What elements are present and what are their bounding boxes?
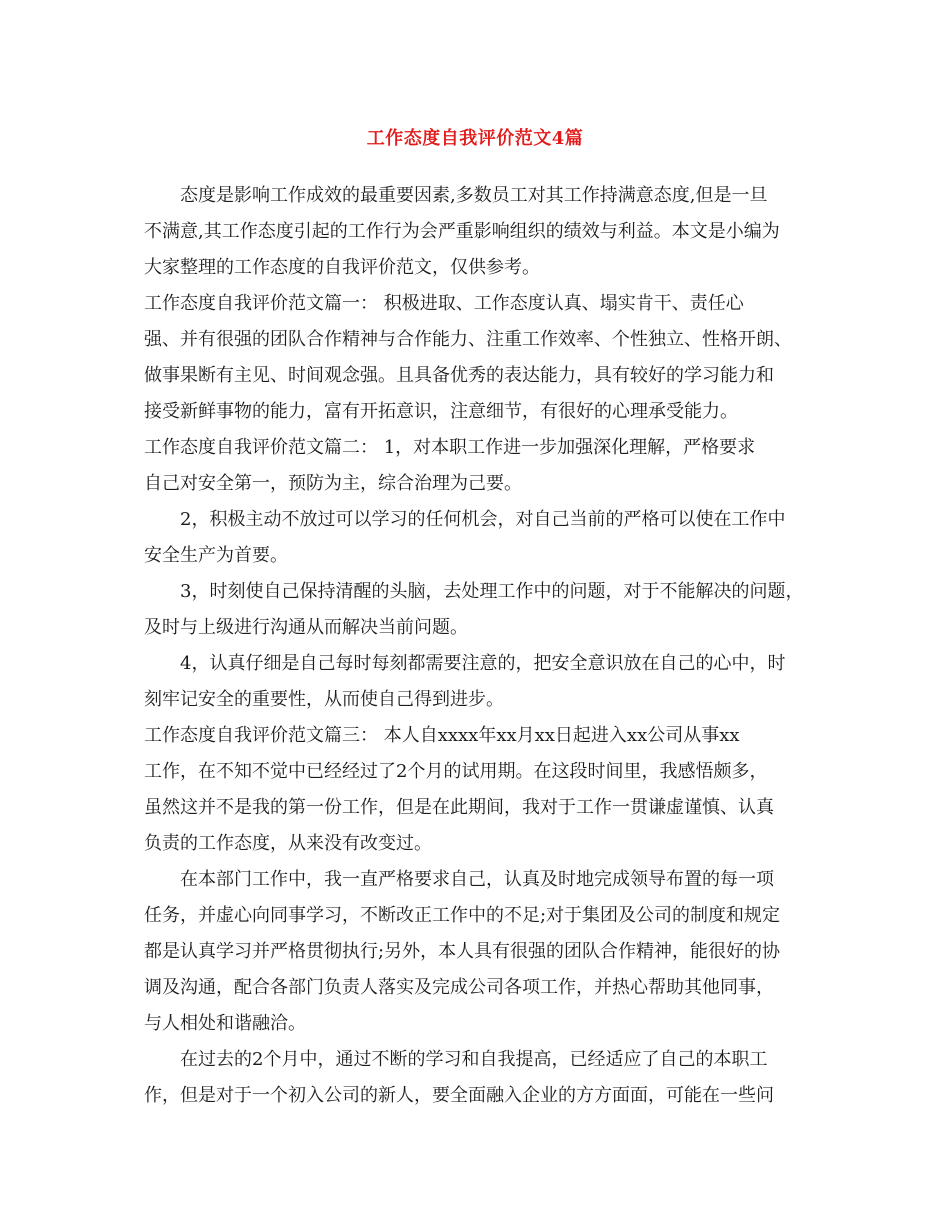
paragraph-line: 安全生产为首要。 [144, 545, 288, 566]
section-heading-line: 工作态度自我评价范文篇一： 积极进取、工作态度认真、塌实肯干、责任心 [144, 293, 744, 314]
paragraph-line: 及时与上级进行沟通从而解决当前问题。 [144, 617, 468, 638]
paragraph-line: 强、并有很强的团队合作精神与合作能力、注重工作效率、个性独立、性格开朗、 [144, 329, 792, 350]
paragraph-line: 负责的工作态度，从来没有改变过。 [144, 833, 432, 854]
paragraph-line: 不满意,其工作态度引起的工作行为会严重影响组织的绩效与利益。本文是小编为 [144, 221, 780, 242]
paragraph-line: 调及沟通，配合各部门负责人落实及完成公司各项工作，并热心帮助其他同事， [144, 977, 774, 998]
paragraph-line: 刻牢记安全的重要性，从而使自己得到进步。 [144, 689, 504, 710]
section-heading-line: 工作态度自我评价范文篇二： 1，对本职工作进一步加强深化理解，严格要求 [144, 437, 756, 458]
document-title: 工作态度自我评价范文4篇 [366, 128, 584, 149]
paragraph-line: 作，但是对于一个初入公司的新人，要全面融入企业的方方面面，可能在一些问 [144, 1085, 774, 1106]
paragraph-line: 都是认真学习并严格贯彻执行;另外，本人具有很强的团队合作精神，能很好的协 [144, 941, 781, 962]
paragraph-line: 接受新鲜事物的能力，富有开拓意识，注意细节，有很好的心理承受能力。 [144, 401, 738, 422]
paragraph-line: 3，时刻使自己保持清醒的头脑，去处理工作中的问题，对于不能解决的问题， [180, 581, 804, 602]
paragraph-line: 与人相处和谐融洽。 [144, 1013, 306, 1034]
paragraph-line: 大家整理的工作态度的自我评价范文，仅供参考。 [144, 257, 540, 278]
paragraph-line: 4，认真仔细是自己每时每刻都需要注意的，把安全意识放在自己的心中，时 [180, 653, 786, 674]
paragraph-line: 在本部门工作中，我一直严格要求自己，认真及时地完成领导布置的每一项 [180, 869, 774, 890]
paragraph-line: 工作，在不知不觉中已经经过了2个月的试用期。在这段时间里，我感悟颇多， [144, 761, 768, 782]
paragraph-line: 做事果断有主见、时间观念强。且具备优秀的表达能力，具有较好的学习能力和 [144, 365, 774, 386]
section-heading-line: 工作态度自我评价范文篇三： 本人自xxxx年xx月xx日起进入xx公司从事xx [144, 725, 740, 746]
paragraph-line: 2，积极主动不放过可以学习的任何机会，对自己当前的严格可以使在工作中 [180, 509, 786, 530]
paragraph-line: 虽然这并不是我的第一份工作，但是在此期间，我对于工作一贯谦虚谨慎、认真 [144, 797, 774, 818]
paragraph-line: 自己对安全第一，预防为主，综合治理为己要。 [144, 473, 522, 494]
paragraph-line: 在过去的2个月中，通过不断的学习和自我提高，已经适应了自己的本职工 [180, 1049, 768, 1070]
paragraph-line: 任务，并虚心向同事学习，不断改正工作中的不足;对于集团及公司的制度和规定 [144, 905, 781, 926]
paragraph-line: 态度是影响工作成效的最重要因素,多数员工对其工作持满意态度,但是一旦 [180, 185, 768, 206]
